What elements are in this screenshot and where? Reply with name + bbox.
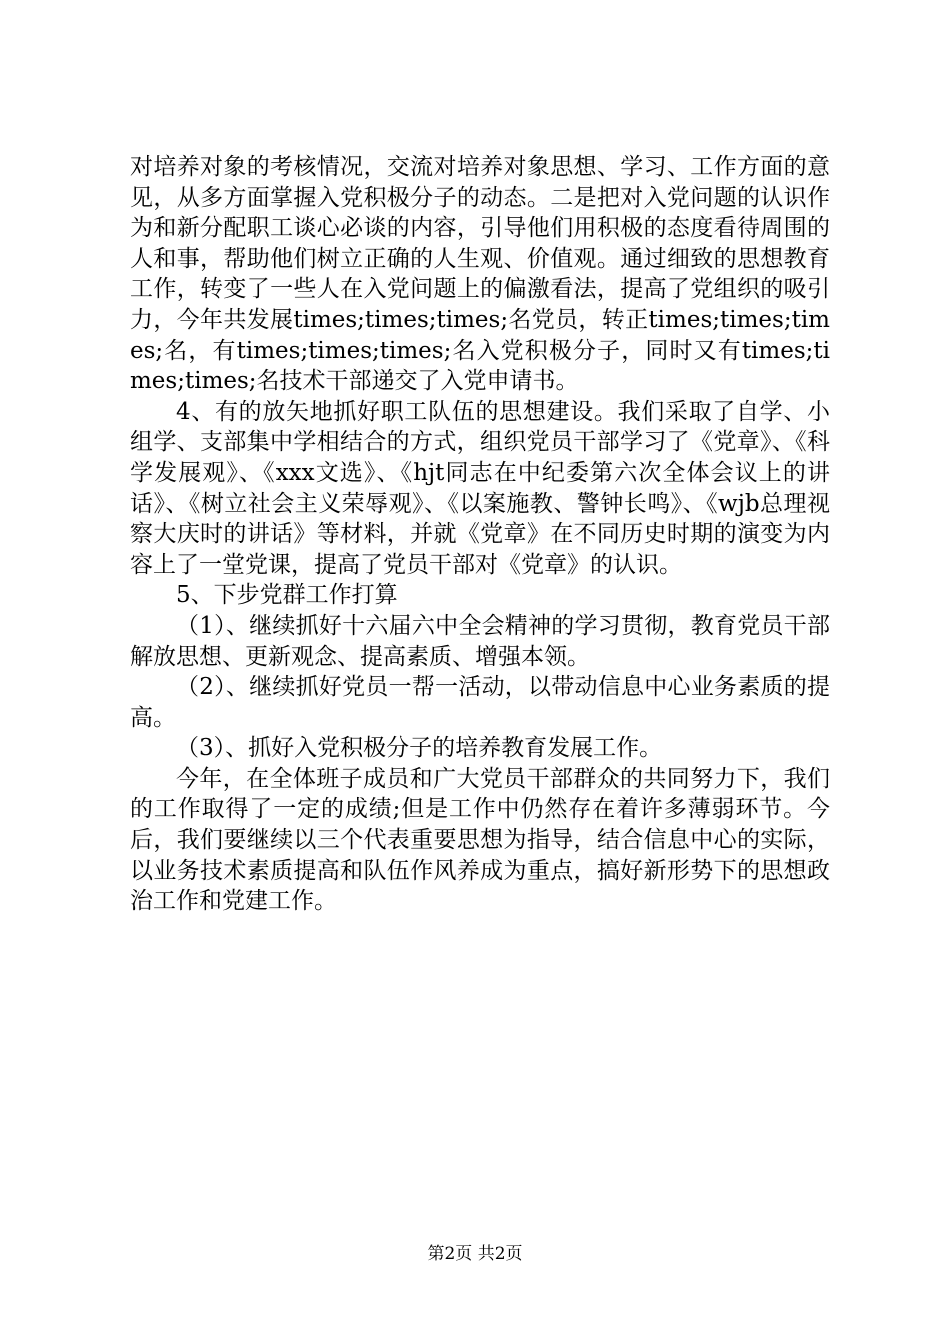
paragraph-plan-item-1: （1）、继续抓好十六届六中全会精神的学习贯彻，教育党员干部解放思想、更新观念、提高素质、增强本领。	[130, 612, 830, 670]
paragraph-party-development: 对培养对象的考核情况，交流对培养对象思想、学习、工作方面的意见，从多方面掌握入党积极分子的动态。二是把对入党问题的认识作为和新分配职工谈心必谈的内容，引导他们用积极的态度看待周围的人和事，帮助他们树立正确的人生观、价值观。通过细致的思想教育工作，转变了一些人在入党问题上的偏激看法，提高了党组织的吸引力，今年共发展times;times;times;名党员，转正times;times;times;名，有times;times;times;名入党积极分子，同时又有times;times;times;名技术干部递交了入党申请书。	[130, 154, 830, 395]
paragraph-plan-item-2: （2）、继续抓好党员一帮一活动，以带动信息中心业务素质的提高。	[130, 674, 830, 731]
paragraph-next-plan-heading: 5、下步党群工作打算	[176, 582, 398, 609]
paragraph-plan-item-3: （3）、抓好入党积极分子的培养教育发展工作。	[176, 735, 663, 762]
paragraph-ideological-building: 4、有的放矢地抓好职工队伍的思想建设。我们采取了自学、小组学、支部集中学相结合的方式，组织党员干部学习了《党章》、《科学发展观》、《xxx文选》、《hjt同志在中纪委第六次全体会议上的讲话》、《树立社会主义荣辱观》、《以案施教、警钟长鸣》、《wjb总理视察大庆时的讲话》等材料，并就《党章》在不同历史时期的演变为内容上了一堂党课，提高了党员干部对《党章》的认识。	[130, 398, 830, 578]
paragraph-conclusion: 今年，在全体班子成员和广大党员干部群众的共同努力下，我们的工作取得了一定的成绩;但是工作中仍然存在着许多薄弱环节。今后，我们要继续以三个代表重要思想为指导，结合信息中心的实际，以业务技术素质提高和队伍作风养成为重点，搞好新形势下的思想政治工作和党建工作。	[130, 765, 830, 915]
page-footer-number: 第2页 共2页	[427, 1244, 523, 1264]
document-body	[130, 152, 830, 917]
